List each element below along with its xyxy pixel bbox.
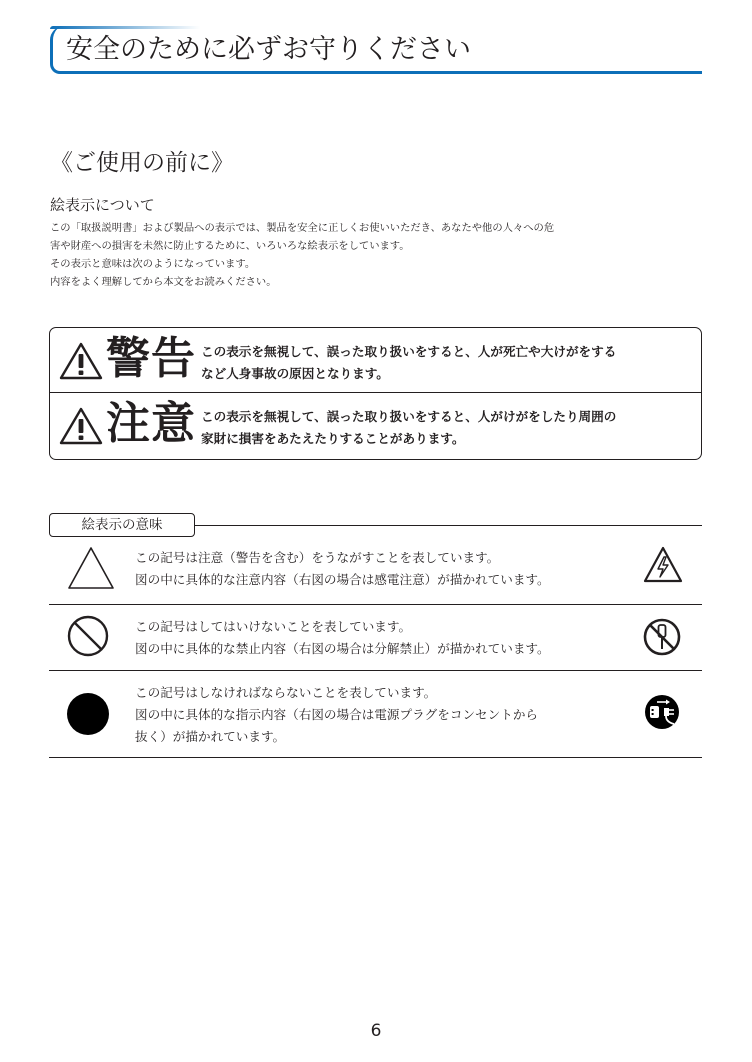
symbol-description-line: 図の中に具体的な注意内容（右図の場合は感電注意）が描かれています。 [135,572,550,587]
caution-triangle-icon [58,406,104,446]
intro-line: 内容をよく理解してから本文をお読みください。 [50,276,277,288]
caution-row [58,398,698,454]
caution-word: 注意 [106,398,196,449]
symbol-description [135,682,538,748]
caution-description [201,406,616,450]
symbol-description-line: この記号はしてはいけないことを表しています。 [135,619,412,634]
warning-description [201,341,616,385]
caution-description-line: 家財に損害をあたえたりすることがあります。 [201,431,465,446]
section-title: 《ご使用の前に》 [50,150,234,176]
symbol-description-line: この記号はしなければならないことを表しています。 [135,685,437,700]
symbol-row-divider [49,670,702,671]
intro-paragraph [50,219,710,291]
warning-word: 警告 [106,333,196,384]
warning-row [58,333,698,389]
warning-box-divider [49,392,702,393]
section-subtitle: 絵表示について [50,196,155,214]
intro-line: この「取扱説明書」および製品への表示では、製品を安全に正しくお使いいただき、あなたや他の人々への危 [50,222,555,234]
warning-description-line: など人身事故の原因となります。 [201,366,389,381]
symbol-description-line: この記号は注意（警告を含む）をうながすことを表しています。 [135,550,500,565]
symbol-meaning-rule [195,525,702,526]
warning-description-line: この表示を無視して、誤った取り扱いをすると、人が死亡や大けがをする [201,344,617,359]
symbol-row-divider [49,604,702,605]
title-banner-accent [50,26,200,29]
symbol-description-line: 図の中に具体的な禁止内容（右図の場合は分解禁止）が描かれています。 [135,641,550,656]
symbol-description-line: 図の中に具体的な指示内容（右図の場合は電源プラグをコンセントから [135,707,538,722]
symbol-meaning-label: 絵表示の意味 [49,513,195,537]
symbol-row-divider [49,757,702,758]
symbol-description [135,547,550,591]
caution-triangle-icon [66,544,116,592]
page-number: 6 [370,1021,382,1041]
symbol-description [135,616,550,660]
symbol-description-line: 抜く）が描かれています。 [135,729,286,744]
prohibition-circle-icon [66,614,110,658]
warning-triangle-icon [58,341,104,381]
page-title: 安全のために必ずお守りください [66,34,471,65]
caution-description-line: この表示を無視して、誤った取り扱いをすると、人がけがをしたり周囲の [201,409,617,424]
intro-line: その表示と意味は次のようになっています。 [50,258,256,270]
mandatory-action-dot-icon [66,692,110,736]
intro-line: 害や財産への損害を未然に防止するために、いろいろな絵表示をしています。 [50,240,410,252]
unplug-from-outlet-icon [642,692,682,732]
no-disassembly-icon [642,617,682,657]
electric-shock-warning-icon [642,545,684,585]
